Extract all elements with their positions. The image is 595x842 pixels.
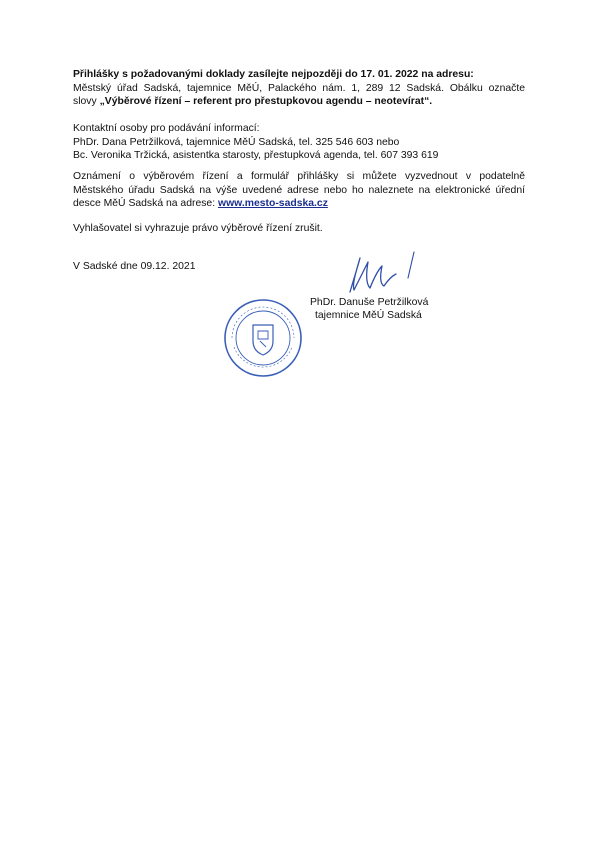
date-place: V Sadské dne 09.12. 2021 [73,261,196,272]
website-link[interactable]: www.mesto-sadska.cz [217,198,328,210]
applications-envelope-note: slovy „Výběrové řízení – referent pro přestupkovou agendu – neotevírat“. [73,96,433,108]
applications-address: Městský úřad Sadská, tajemnice MěÚ, Palackého nám. 1, 289 12 Sadská. Obálku označte [73,82,525,94]
stamp-inner-ring [236,311,290,365]
applications-heading: Přihlášky s požadovanými doklady zasílejte nejpozději do 17. 01. 2022 na adresu: [73,69,474,80]
signature-stroke [350,258,396,292]
notice-section [73,170,525,211]
signatory-name: PhDr. Danuše Petržilková [310,297,429,308]
signature-flourish [408,252,414,278]
coat-of-arms-icon [253,325,273,355]
notice-line-1: Oznámení o výběrovém řízení a formulář přihlášky si můžete vyzvednout v podatelně [73,171,525,182]
coat-of-arms-detail [258,331,268,347]
stamp-lettering-arc-bottom [234,347,292,367]
contact-person-2: Bc. Veronika Tržická, asistentka starosty, přestupková agenda, tel. 607 393 619 [73,150,439,162]
contacts-heading: Kontaktní osoby pro podávání informací: [73,123,260,134]
reservation-text: Vyhlašovatel si vyhrazuje právo výběrové řízení zrušit. [73,223,323,234]
signatory-title: tajemnice MěÚ Sadská [315,310,422,321]
notice-line-3: desce MěÚ Sadská na adrese: www.mesto-sadska.cz [73,198,328,210]
contact-person-1: PhDr. Dana Petržilková, tajemnice MěÚ Sadská, tel. 325 546 603 nebo [73,136,400,148]
contacts-section [73,122,525,163]
applications-section [73,68,525,109]
official-stamp [222,297,304,379]
notice-line-2: Městského úřadu Sadská na výše uvedené adrese nebo ho naleznete na elektronické úřední [73,184,525,196]
